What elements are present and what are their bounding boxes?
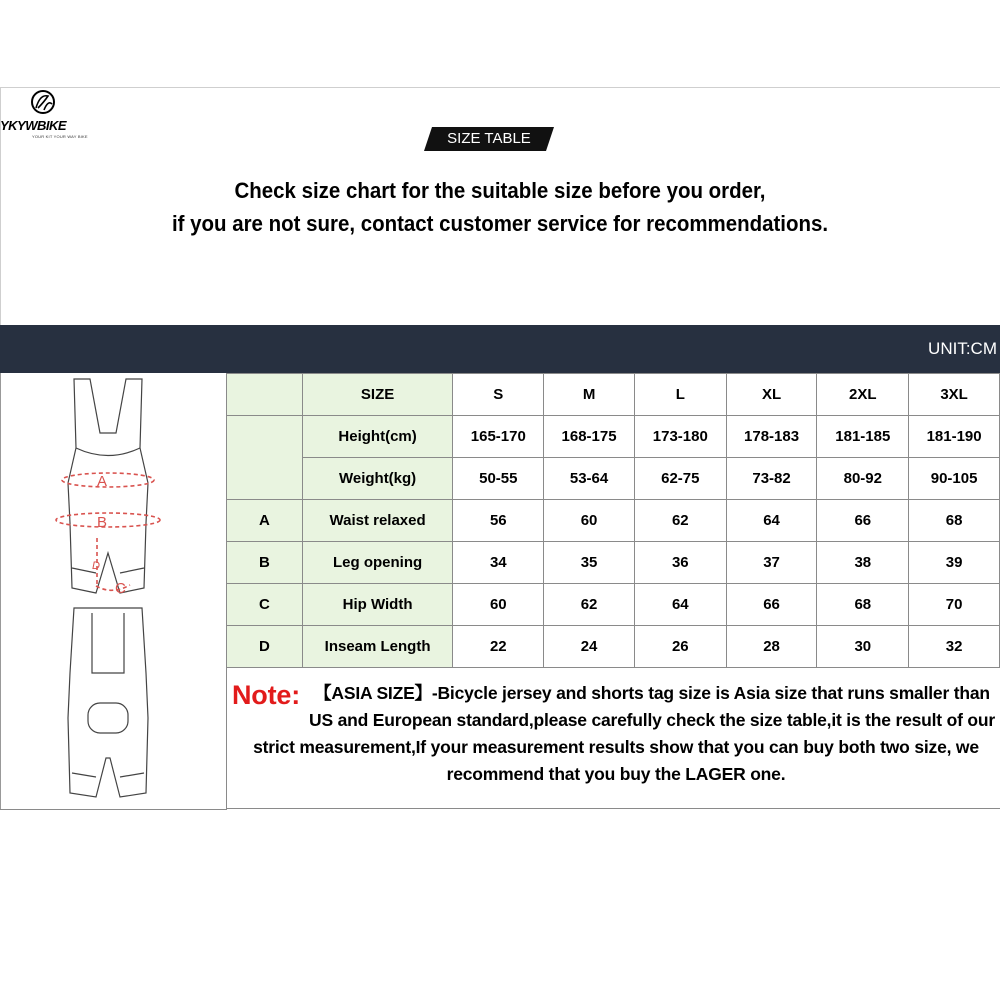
table-row	[227, 458, 1000, 500]
size-note	[232, 680, 1000, 788]
size-col-header: M	[544, 374, 635, 416]
bottom-divider	[0, 809, 227, 810]
row-key-empty	[227, 416, 303, 500]
brand-name: YKYWBIKE	[0, 118, 67, 133]
table-cell: 181-190	[909, 416, 1000, 458]
table-cell: 62	[544, 584, 635, 626]
size-table-badge: SIZE TABLE	[447, 130, 531, 147]
diagram-label-d: D	[92, 560, 100, 572]
row-label: Inseam Length	[302, 626, 453, 668]
row-key: D	[227, 626, 303, 668]
table-cell: 66	[726, 584, 817, 626]
size-table	[226, 373, 1000, 668]
row-label: Height(cm)	[302, 416, 453, 458]
table-cell: 178-183	[726, 416, 817, 458]
row-key: A	[227, 500, 303, 542]
table-cell: 38	[817, 542, 909, 584]
table-header-row	[227, 374, 1000, 416]
size-col-header: L	[634, 374, 726, 416]
table-cell: 66	[817, 500, 909, 542]
table-cell: 53-64	[544, 458, 635, 500]
size-col-header: 2XL	[817, 374, 909, 416]
table-row	[227, 626, 1000, 668]
table-row	[227, 584, 1000, 626]
table-cell: 90-105	[909, 458, 1000, 500]
row-key: C	[227, 584, 303, 626]
table-cell: 68	[909, 500, 1000, 542]
row-key: B	[227, 542, 303, 584]
size-header: SIZE	[302, 374, 453, 416]
table-cell: 73-82	[726, 458, 817, 500]
size-col-header: XL	[726, 374, 817, 416]
note-text: 【ASIA SIZE】-Bicycle jersey and shorts tag size is Asia size that runs smaller than US and European standard,please carefully check the size table,it is the result of our strict measurement,If your measurement results show that you can buy both two size, we recommend that you buy the LAGER one.	[253, 683, 995, 784]
table-cell: 30	[817, 626, 909, 668]
table-cell: 64	[634, 584, 726, 626]
diagram-label-c: C	[115, 580, 126, 597]
heading-line-2: if you are not sure, contact customer service for recommendations.	[171, 211, 829, 236]
table-cell: 60	[453, 584, 544, 626]
brand-tagline: YOUR KIT YOUR WAY BIKE	[32, 134, 88, 139]
size-col-header: S	[453, 374, 544, 416]
table-cell: 37	[726, 542, 817, 584]
table-cell: 26	[634, 626, 726, 668]
table-cell: 60	[544, 500, 635, 542]
table-cell: 36	[634, 542, 726, 584]
table-cell: 50-55	[453, 458, 544, 500]
table-cell: 35	[544, 542, 635, 584]
diagram-label-a: A	[97, 473, 108, 490]
table-cell: 62-75	[634, 458, 726, 500]
table-cell: 80-92	[817, 458, 909, 500]
row-label: Weight(kg)	[302, 458, 453, 500]
table-cell: 56	[453, 500, 544, 542]
table-cell: 32	[909, 626, 1000, 668]
table-cell: 64	[726, 500, 817, 542]
diagram-label-b: B	[97, 514, 108, 531]
table-cell: 34	[453, 542, 544, 584]
table-row	[227, 500, 1000, 542]
unit-bar	[0, 325, 1000, 373]
table-cell: 68	[817, 584, 909, 626]
table-cell: 24	[544, 626, 635, 668]
header-empty-cell	[227, 374, 303, 416]
table-cell: 181-185	[817, 416, 909, 458]
row-label: Leg opening	[302, 542, 453, 584]
table-cell: 165-170	[453, 416, 544, 458]
back-view	[68, 608, 148, 797]
table-cell: 70	[909, 584, 1000, 626]
row-label: Waist relaxed	[302, 500, 453, 542]
row-label: Hip Width	[302, 584, 453, 626]
table-row	[227, 542, 1000, 584]
page-heading	[35, 174, 965, 240]
table-cell: 39	[909, 542, 1000, 584]
table-cell: 22	[453, 626, 544, 668]
note-label: Note:	[232, 680, 300, 710]
heading-line-1: Check size chart for the suitable size before you order,	[234, 178, 766, 203]
front-view	[68, 379, 148, 593]
table-row	[227, 416, 1000, 458]
table-cell: 28	[726, 626, 817, 668]
table-cell: 173-180	[634, 416, 726, 458]
unit-label: UNIT:CM	[928, 339, 997, 358]
bib-shorts-diagram	[0, 373, 226, 810]
table-cell: 168-175	[544, 416, 635, 458]
table-cell: 62	[634, 500, 726, 542]
top-divider	[0, 87, 1000, 88]
size-col-header: 3XL	[909, 374, 1000, 416]
